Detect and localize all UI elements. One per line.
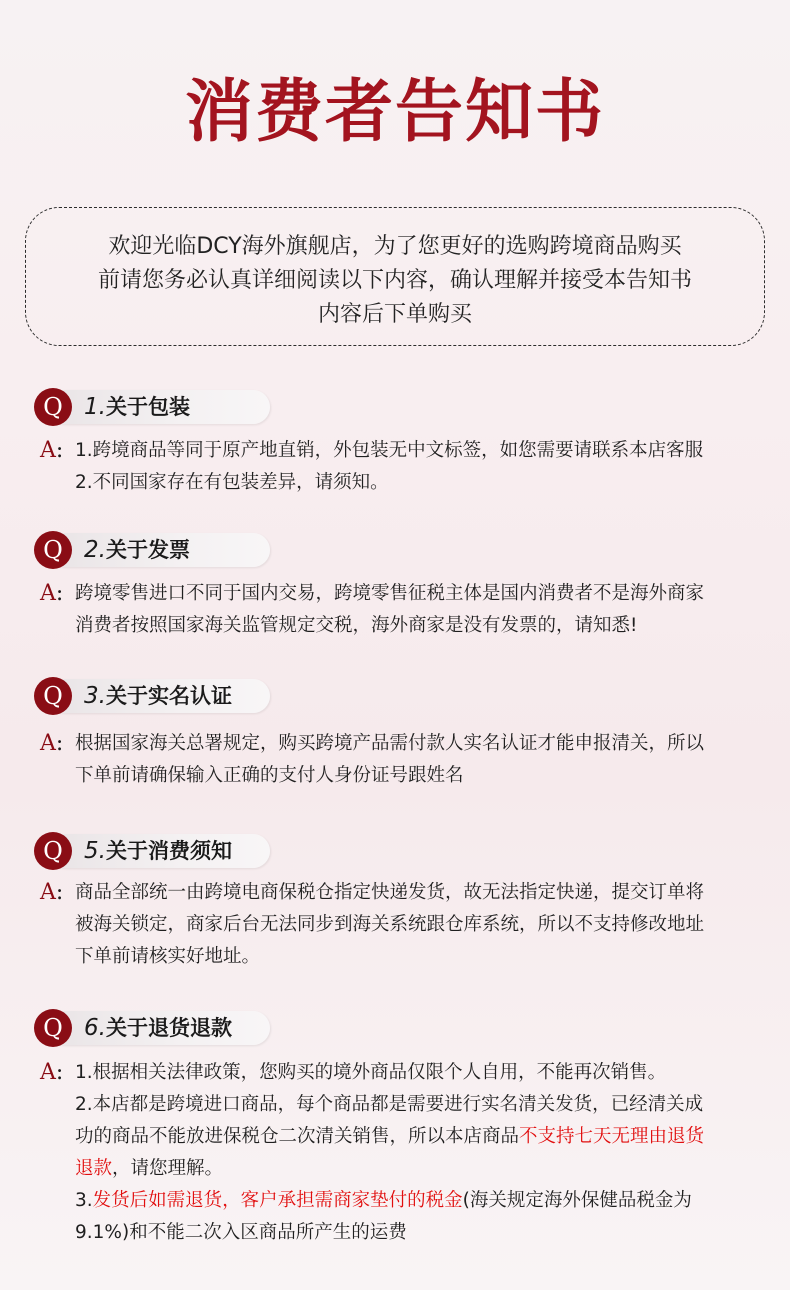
question-text: 关于发票	[105, 538, 190, 562]
answer-line: 商品全部统一由跨境电商保税仓指定快递发货，故无法指定快递，提交订单将	[75, 882, 705, 903]
intro-box	[25, 207, 765, 346]
question-text: 关于实名认证	[105, 684, 232, 708]
question-badge: Q	[34, 677, 72, 715]
question-badge: Q	[34, 1009, 72, 1047]
highlight-text: 发货后如需退货，客户承担需商家垫付的税金	[92, 1190, 463, 1211]
answer-line: 跨境零售进口不同于国内交易，跨境零售征税主体是国内消费者不是海外商家	[75, 583, 705, 604]
answer-text	[75, 877, 765, 973]
question-title	[84, 533, 190, 567]
answer-text	[75, 1057, 765, 1249]
answer-line: 退款，请您理解。	[75, 1158, 224, 1179]
question-title	[84, 390, 190, 424]
answer-line: 1.根据相关法律政策，您购买的境外商品仅限个人自用，不能再次销售。	[75, 1062, 667, 1083]
answer-label: A:	[40, 880, 64, 905]
answer-text	[75, 728, 765, 792]
intro-line: 欢迎光临DCY海外旗舰店，为了您更好的选购跨境商品购买	[108, 234, 682, 259]
answer-label: A:	[40, 1060, 64, 1085]
question-number: 6.	[84, 1015, 106, 1041]
answer-text	[75, 435, 765, 499]
answer-label: A:	[40, 731, 64, 756]
question-text: 关于包装	[105, 395, 190, 419]
answer-line: 3.发货后如需退货，客户承担需商家垫付的税金(海关规定海外保健品税金为	[75, 1190, 692, 1211]
answer-line: 下单前请核实好地址。	[75, 946, 261, 967]
answer-text	[75, 578, 765, 642]
answer-label: A:	[40, 438, 64, 463]
highlight-text: 不支持七天无理由退货	[519, 1126, 705, 1147]
answer-line: 9.1%)和不能二次入区商品所产生的运费	[75, 1222, 407, 1243]
question-title	[84, 834, 232, 868]
intro-line: 内容后下单购买	[317, 302, 472, 327]
answer-line: 功的商品不能放进保税仓二次清关销售，所以本店商品不支持七天无理由退货	[75, 1126, 705, 1147]
question-badge: Q	[34, 832, 72, 870]
question-text: 关于退货退款	[105, 1016, 232, 1040]
question-number: 1.	[84, 394, 106, 420]
question-number: 2.	[84, 537, 106, 563]
intro-line: 前请您务必认真详细阅读以下内容，确认理解并接受本告知书	[97, 268, 692, 293]
answer-line: 2.本店都是跨境进口商品，每个商品都是需要进行实名清关发货，已经清关成	[75, 1094, 704, 1115]
answer-line: 下单前请确保输入正确的支付人身份证号跟姓名	[75, 765, 464, 786]
question-text: 关于消费须知	[105, 839, 232, 863]
answer-line: 被海关锁定，商家后台无法同步到海关系统跟仓库系统，所以不支持修改地址	[75, 914, 705, 935]
page-title: 消费者告知书	[184, 72, 605, 152]
highlight-text: 退款	[75, 1158, 113, 1179]
answer-line: 根据国家海关总署规定，购买跨境产品需付款人实名认证才能申报清关，所以	[75, 733, 705, 754]
answer-line: 2.不同国家存在有包装差异，请须知。	[75, 472, 389, 493]
question-title	[84, 679, 232, 713]
question-badge: Q	[34, 388, 72, 426]
answer-line: 消费者按照国家海关监管规定交税，海外商家是没有发票的，请知悉!	[75, 615, 638, 636]
answer-line: 1.跨境商品等同于原产地直销，外包装无中文标签，如您需要请联系本店客服	[75, 440, 704, 461]
question-number: 5.	[84, 838, 106, 864]
question-badge: Q	[34, 531, 72, 569]
question-number: 3.	[84, 683, 106, 709]
answer-label: A:	[40, 581, 64, 606]
question-title	[84, 1011, 232, 1045]
